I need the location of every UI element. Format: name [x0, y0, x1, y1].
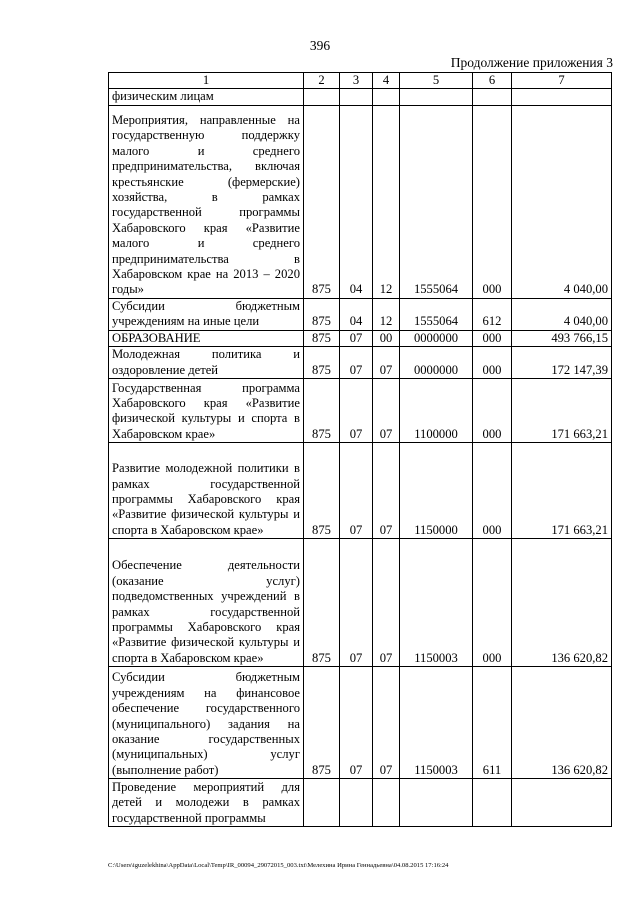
- section-code-cell: 07: [340, 667, 373, 779]
- column-header: 7: [512, 73, 612, 89]
- subsection-code-cell: 12: [373, 105, 400, 298]
- expense-name-cell: физическим лицам: [109, 89, 304, 105]
- expense-type-cell: 000: [473, 443, 512, 539]
- continuation-label: Продолжение приложения 3: [450, 55, 613, 70]
- section-code-cell: 07: [340, 443, 373, 539]
- table-row: [109, 105, 612, 298]
- expense-type-cell: 612: [473, 298, 512, 330]
- ministry-code-cell: 875: [304, 443, 340, 539]
- subsection-code-cell: 07: [373, 379, 400, 443]
- section-code-cell: 07: [340, 539, 373, 667]
- table-header-row: [109, 73, 612, 89]
- expense-name-cell: Государственная программа Хабаровского края «Развитие физической культуры и спорта в Хабаровском крае»: [109, 379, 304, 443]
- table-row: [109, 330, 612, 346]
- amount-cell: 4 040,00: [512, 298, 612, 330]
- section-code-cell: 04: [340, 298, 373, 330]
- expense-type-cell: 000: [473, 105, 512, 298]
- expense-type-cell: 000: [473, 330, 512, 346]
- ministry-code-cell: 875: [304, 347, 340, 379]
- section-code-cell: [340, 89, 373, 105]
- ministry-code-cell: [304, 89, 340, 105]
- amount-cell: 171 663,21: [512, 379, 612, 443]
- expense-name-cell: Субсидии бюджетным учреждениям на финансовое обеспечение государственного (муниципального) задания на оказание государственных (муниципальных) услуг (выполнение работ): [109, 667, 304, 779]
- target-article-cell: [400, 89, 473, 105]
- table-row: [109, 298, 612, 330]
- column-header: 5: [400, 73, 473, 89]
- expense-name-cell: Молодежная политика и оздоровление детей: [109, 347, 304, 379]
- expense-name-cell: Проведение мероприятий для детей и молодежи в рамках государственной программы: [109, 779, 304, 827]
- target-article-cell: 1150003: [400, 539, 473, 667]
- expense-type-cell: [473, 779, 512, 827]
- footer-file-path: C:\Users\iguzelekhina\AppData\Local\Temp\IR_00094_29072015_003.txt\Мелехина Ирина Геннадьевна\04.08.2015 17:16:24: [108, 862, 449, 869]
- target-article-cell: 1100000: [400, 379, 473, 443]
- section-code-cell: 07: [340, 330, 373, 346]
- expense-name-cell: Обеспечение деятельности (оказание услуг) подведомственных учреждений в рамках государственной программы Хабаровского края «Развитие физической культуры и спорта в Хабаровском крае»: [109, 539, 304, 667]
- section-code-cell: 04: [340, 105, 373, 298]
- expense-type-cell: 000: [473, 379, 512, 443]
- target-article-cell: 0000000: [400, 347, 473, 379]
- target-article-cell: 0000000: [400, 330, 473, 346]
- amount-cell: 171 663,21: [512, 443, 612, 539]
- column-header: 1: [109, 73, 304, 89]
- subsection-code-cell: 00: [373, 330, 400, 346]
- column-header: 2: [304, 73, 340, 89]
- subsection-code-cell: 07: [373, 539, 400, 667]
- subsection-code-cell: 12: [373, 298, 400, 330]
- target-article-cell: 1150000: [400, 443, 473, 539]
- target-article-cell: 1555064: [400, 105, 473, 298]
- subsection-code-cell: 07: [373, 667, 400, 779]
- expense-type-cell: 000: [473, 539, 512, 667]
- table-row: [109, 539, 612, 667]
- amount-cell: 172 147,39: [512, 347, 612, 379]
- table-row: [109, 347, 612, 379]
- column-header: 6: [473, 73, 512, 89]
- amount-cell: 136 620,82: [512, 667, 612, 779]
- table-row: [109, 667, 612, 779]
- budget-table: [108, 72, 612, 827]
- ministry-code-cell: [304, 779, 340, 827]
- table-row: [109, 443, 612, 539]
- ministry-code-cell: 875: [304, 105, 340, 298]
- table-row: [109, 779, 612, 827]
- amount-cell: 4 040,00: [512, 105, 612, 298]
- ministry-code-cell: 875: [304, 298, 340, 330]
- table-row: [109, 89, 612, 105]
- column-header: 4: [373, 73, 400, 89]
- target-article-cell: [400, 779, 473, 827]
- expense-name-cell: Мероприятия, направленные на государственную поддержку малого и среднего предпринимательства, включая крестьянские (фермерские) хозяйства, в рамках государственной программы Хабаровского края «Развитие малого и среднего предпринимательства в Хабаровском крае на 2013 – 2020 годы»: [109, 105, 304, 298]
- expense-type-cell: 611: [473, 667, 512, 779]
- amount-cell: 493 766,15: [512, 330, 612, 346]
- section-code-cell: 07: [340, 379, 373, 443]
- column-header: 3: [340, 73, 373, 89]
- subsection-code-cell: 07: [373, 347, 400, 379]
- subsection-code-cell: [373, 779, 400, 827]
- ministry-code-cell: 875: [304, 330, 340, 346]
- table-row: [109, 379, 612, 443]
- target-article-cell: 1150003: [400, 667, 473, 779]
- subsection-code-cell: 07: [373, 443, 400, 539]
- expense-type-cell: 000: [473, 347, 512, 379]
- amount-cell: [512, 779, 612, 827]
- target-article-cell: 1555064: [400, 298, 473, 330]
- ministry-code-cell: 875: [304, 539, 340, 667]
- section-code-cell: [340, 779, 373, 827]
- section-code-cell: 07: [340, 347, 373, 379]
- expense-name-cell: ОБРАЗОВАНИЕ: [109, 330, 304, 346]
- amount-cell: [512, 89, 612, 105]
- subsection-code-cell: [373, 89, 400, 105]
- expense-name-cell: Развитие молодежной политики в рамках государственной программы Хабаровского края «Развитие физической культуры и спорта в Хабаровском крае»: [109, 443, 304, 539]
- page-number: 396: [309, 38, 331, 53]
- ministry-code-cell: 875: [304, 379, 340, 443]
- expense-type-cell: [473, 89, 512, 105]
- ministry-code-cell: 875: [304, 667, 340, 779]
- expense-name-cell: Субсидии бюджетным учреждениям на иные цели: [109, 298, 304, 330]
- amount-cell: 136 620,82: [512, 539, 612, 667]
